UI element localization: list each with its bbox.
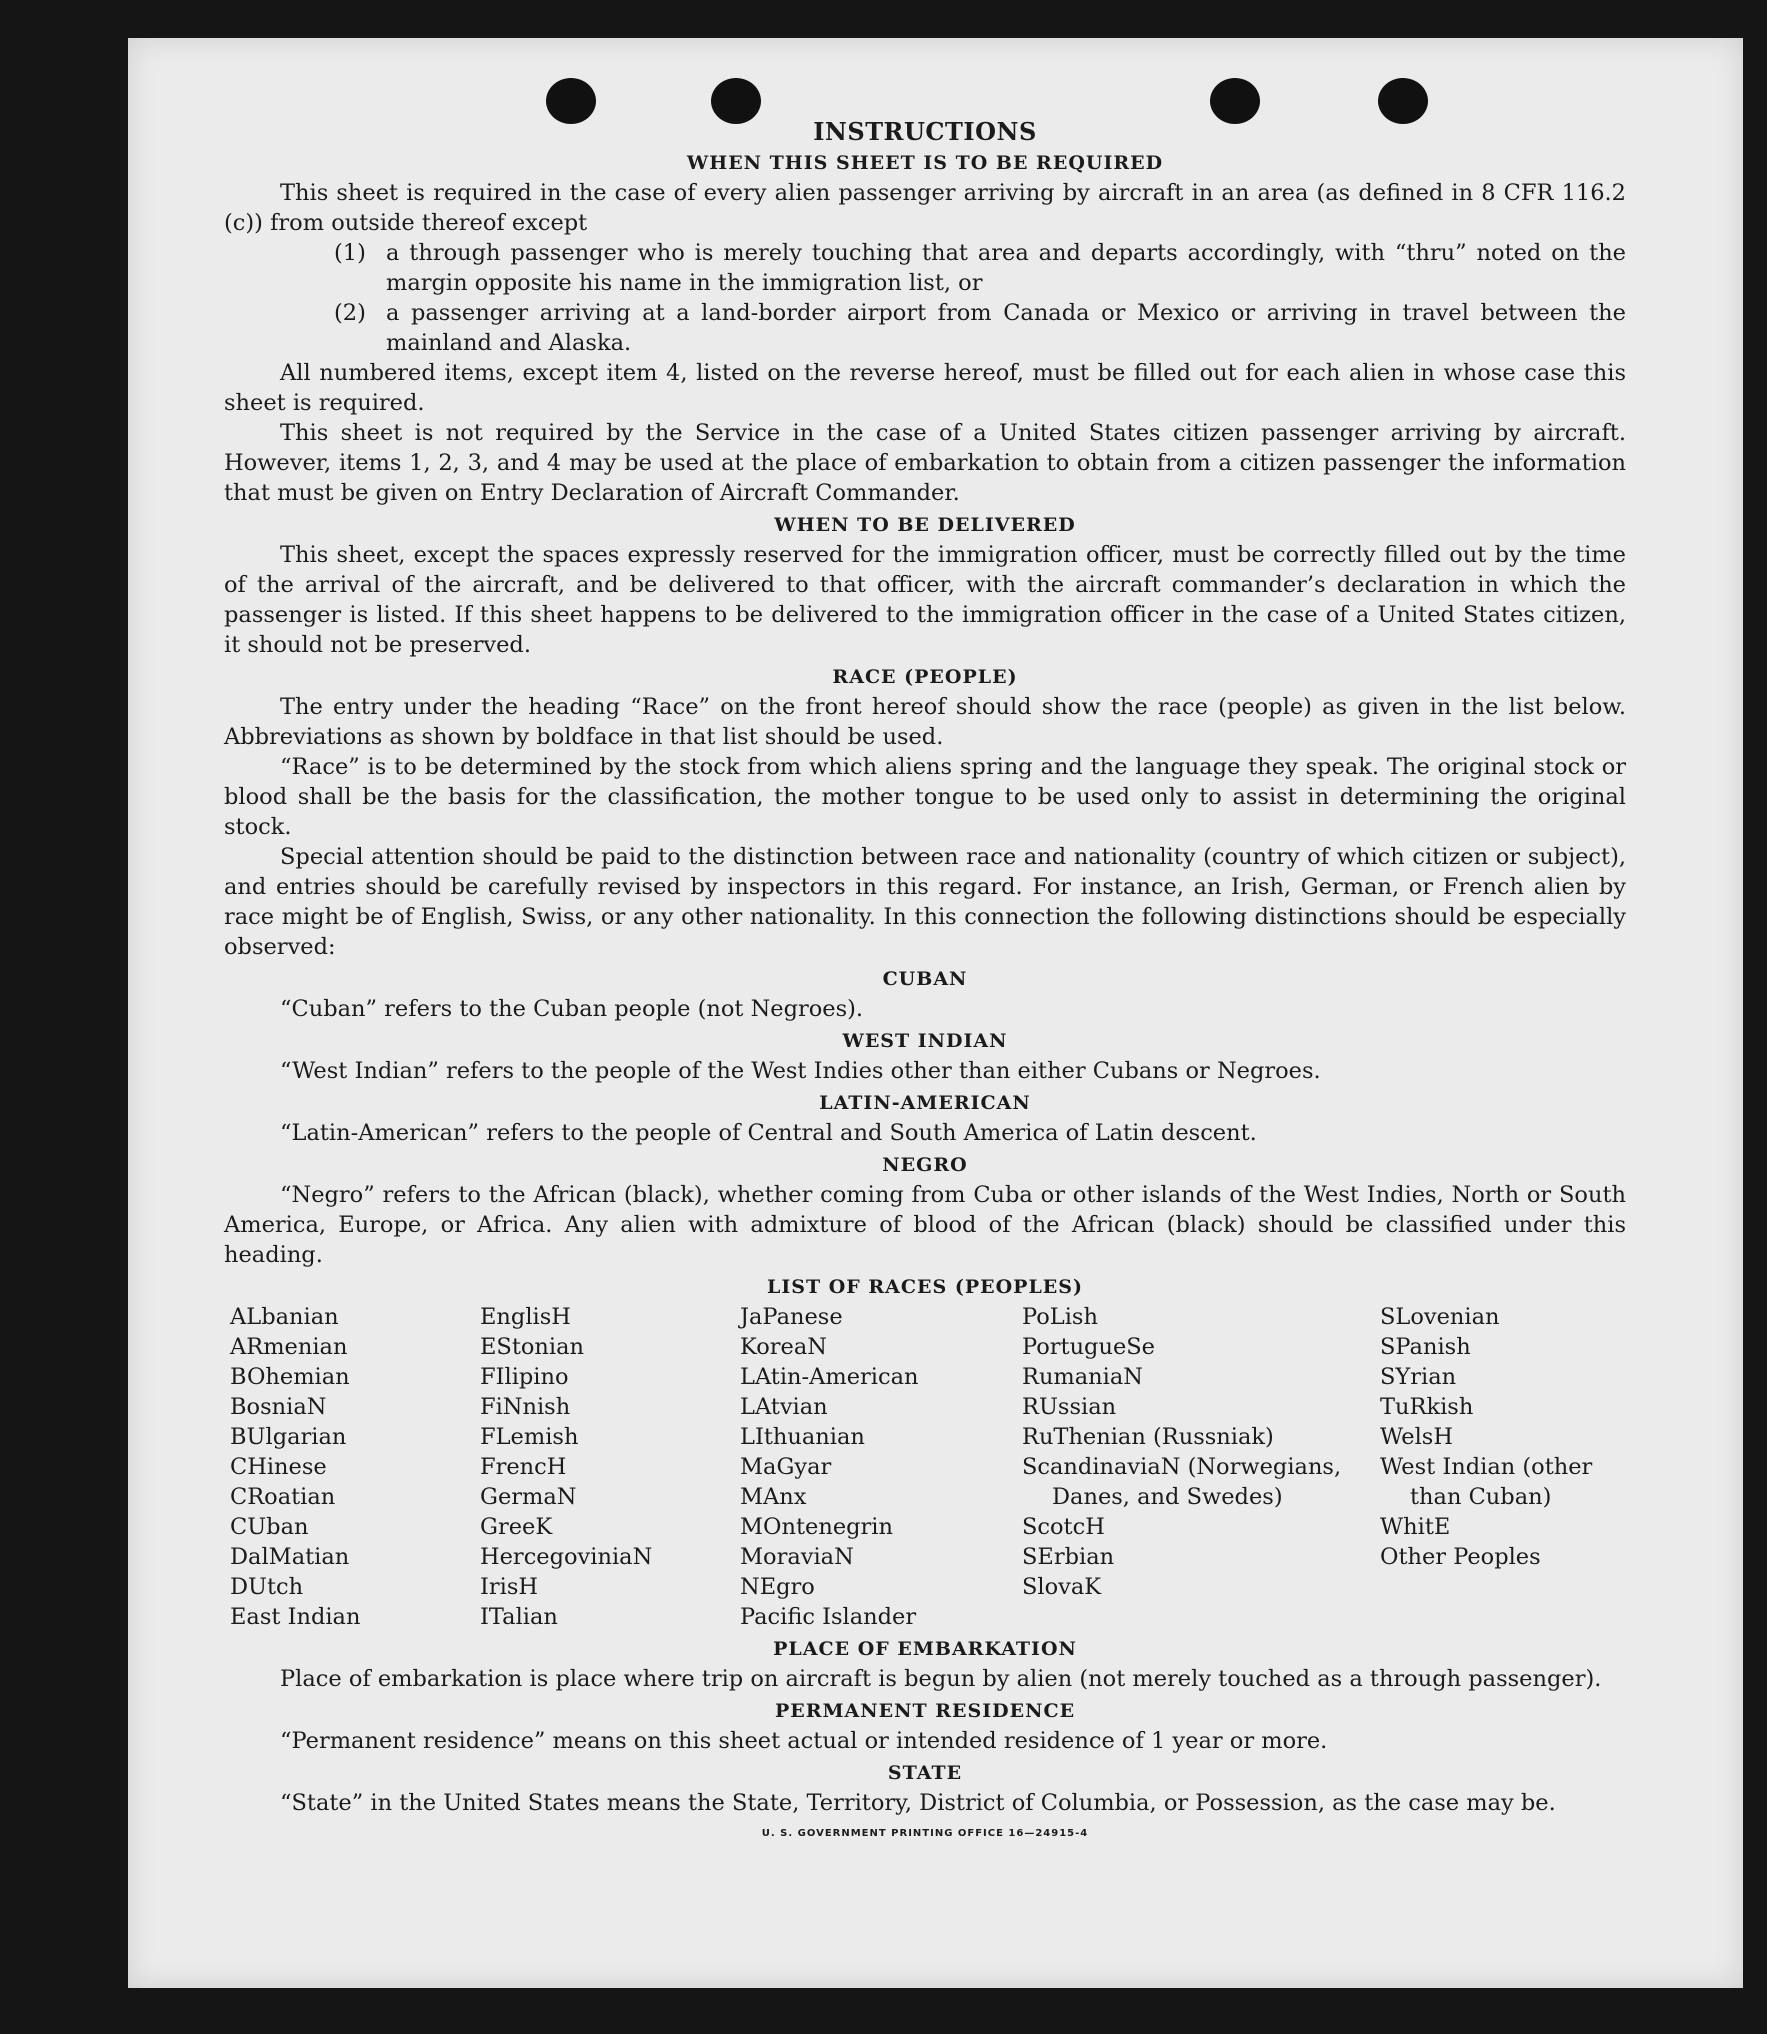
race-entry: RUssian [1022,1394,1117,1420]
race-entry: CRoatian [230,1484,336,1510]
race-entry: SlovaK [1022,1574,1102,1600]
race-entry: PortugueSe [1022,1334,1156,1360]
race-entry: FIlipino [480,1364,569,1390]
paragraph: This sheet, except the spaces expressly reserved for the immigration officer, must be correctly filled out by the time of the arrival of the aircraft, and be delivered to that officer, with the aircraft commander’s declaration in which the passenger is listed. If this sheet happens to be delivered to the immigration officer in the case of a United States citizen, it should not be preserved. [224,542,1626,658]
race-entry: RuThenian (Russniak) [1022,1424,1274,1450]
section-heading-when-delivered: WHEN TO BE DELIVERED [774,514,1076,536]
race-entry: EStonian [480,1334,585,1360]
race-entry: MaGyar [740,1454,832,1480]
paragraph: This sheet is not required by the Service in the case of a United States citizen passenger arriving by aircraft. However, items 1, 2, 3, and 4 may be used at the place of embarkation to obtain from a citizen passenger the information that must be given on Entry Declaration of Aircraft Commander. [224,420,1626,506]
paragraph: “State” in the United States means the State, Territory, District of Columbia, or Possession, as the case may be. [280,1790,1556,1816]
race-entry: PoLish [1022,1304,1098,1330]
item-number: (1) [334,240,366,266]
races-list [230,1302,1626,1632]
paragraph: “Latin-American” refers to the people of Central and South America of Latin descent. [280,1120,1257,1146]
section-heading-latin-american: LATIN-AMERICAN [819,1092,1031,1114]
item-text: a through passenger who is merely touching that area and departs accordingly, with “thru” noted on the margin opposite his name in the immigration list, or [386,240,1626,296]
race-entry: Other Peoples [1380,1544,1541,1570]
race-entry: MAnx [740,1484,807,1510]
race-entry: SLovenian [1380,1304,1500,1330]
section-heading-cuban: CUBAN [882,968,968,990]
paragraph: Special attention should be paid to the distinction between race and nationality (country of which citizen or subject), and entries should be carefully revised by inspectors in this regard. For instance, an Irish, German, or French alien by race might be of English, Swiss, or any other nationality. In this connection the following distinctions should be especially observed: [224,844,1626,960]
race-entry: BOhemian [230,1364,350,1390]
item-number: (2) [334,300,366,326]
race-entry: CUban [230,1514,309,1540]
races-column [740,1302,1022,1632]
section-heading-list-of-races: LIST OF RACES (PEOPLES) [767,1276,1083,1298]
paragraph: “West Indian” refers to the people of the West Indies other than either Cubans or Negroes. [280,1058,1321,1084]
race-entry: LIthuanian [740,1424,865,1450]
race-entry: FLemish [480,1424,579,1450]
race-entry: East Indian [230,1604,361,1630]
paragraph: “Negro” refers to the African (black), whether coming from Cuba or other islands of the West Indies, North or South America, Europe, or Africa. Any alien with admixture of blood of the African (black) should be classified under this heading. [224,1182,1626,1268]
race-entry: FrencH [480,1454,567,1480]
race-entry: DUtch [230,1574,304,1600]
race-entry: EnglisH [480,1304,571,1330]
races-column [1022,1302,1380,1632]
section-heading-west-indian: WEST INDIAN [842,1030,1008,1052]
race-entry: JaPanese [740,1304,843,1330]
race-entry: DalMatian [230,1544,350,1570]
instructions-content [224,117,1626,1839]
race-entry: LAtin-American [740,1364,919,1390]
section-heading-embarkation: PLACE OF EMBARKATION [773,1638,1077,1660]
races-column [1380,1302,1630,1632]
race-entry: Pacific Islander [740,1604,917,1630]
race-entry: HercegoviniaN [480,1544,653,1570]
printing-office-footer: U. S. GOVERNMENT PRINTING OFFICE 16—24915-4 [761,1828,1089,1839]
race-entry: IrisH [480,1574,539,1600]
race-entry: MoraviaN [740,1544,854,1570]
race-entry: BosniaN [230,1394,327,1420]
race-entry: ARmenian [230,1334,348,1360]
race-entry: FiNnish [480,1394,571,1420]
race-entry: ITalian [480,1604,558,1630]
section-heading-negro: NEGRO [882,1154,968,1176]
race-entry: West Indian (other than Cuban) [1380,1454,1593,1510]
paragraph: “Permanent residence” means on this sheet actual or intended residence of 1 year or more. [280,1728,1328,1754]
paragraph: “Cuban” refers to the Cuban people (not Negroes). [280,996,864,1022]
list-item [334,298,1626,358]
race-entry: LAtvian [740,1394,828,1420]
race-entry: ScandinaviaN (Norwegians, Danes, and Swedes) [1022,1454,1342,1510]
paragraph: “Race” is to be determined by the stock from which aliens spring and the language they speak. The original stock or blood shall be the basis for the classification, the mother tongue to be used only to assist in determining the original stock. [224,754,1626,840]
race-entry: NEgro [740,1574,815,1600]
paragraph: This sheet is required in the case of every alien passenger arriving by aircraft in an area (as defined in 8 CFR 116.2 (c)) from outside thereof except [224,180,1626,236]
race-entry: ALbanian [230,1304,339,1330]
paragraph: Place of embarkation is place where trip on aircraft is begun by alien (not merely touched as a through passenger). [280,1666,1602,1692]
race-entry: GreeK [480,1514,553,1540]
section-heading-when-required: WHEN THIS SHEET IS TO BE REQUIRED [686,152,1164,174]
race-entry: BUlgarian [230,1424,347,1450]
race-entry: SErbian [1022,1544,1115,1570]
paragraph: All numbered items, except item 4, listed on the reverse hereof, must be filled out for each alien in whose case this sheet is required. [224,360,1626,416]
list-item [334,238,1626,298]
race-entry: SYrian [1380,1364,1457,1390]
item-text: a passenger arriving at a land-border airport from Canada or Mexico or arriving in travel between the mainland and Alaska. [386,300,1626,356]
races-column [230,1302,480,1632]
race-entry: RumaniaN [1022,1364,1143,1390]
race-entry: KoreaN [740,1334,827,1360]
race-entry: GermaN [480,1484,577,1510]
document-sheet [128,38,1743,1988]
section-heading-state: STATE [887,1762,963,1784]
section-heading-residence: PERMANENT RESIDENCE [774,1700,1076,1722]
race-entry: MOntenegrin [740,1514,893,1540]
paragraph: The entry under the heading “Race” on the front hereof should show the race (people) as given in the list below. Abbreviations as shown by boldface in that list should be used. [224,694,1626,750]
race-entry: SPanish [1380,1334,1471,1360]
race-entry: WhitE [1380,1514,1451,1540]
page-title: INSTRUCTIONS [813,117,1037,146]
race-entry: CHinese [230,1454,327,1480]
races-column [480,1302,740,1632]
race-entry: TuRkish [1380,1394,1474,1420]
section-heading-race: RACE (PEOPLE) [832,666,1018,688]
race-entry: ScotcH [1022,1514,1105,1540]
race-entry: WelsH [1380,1424,1453,1450]
